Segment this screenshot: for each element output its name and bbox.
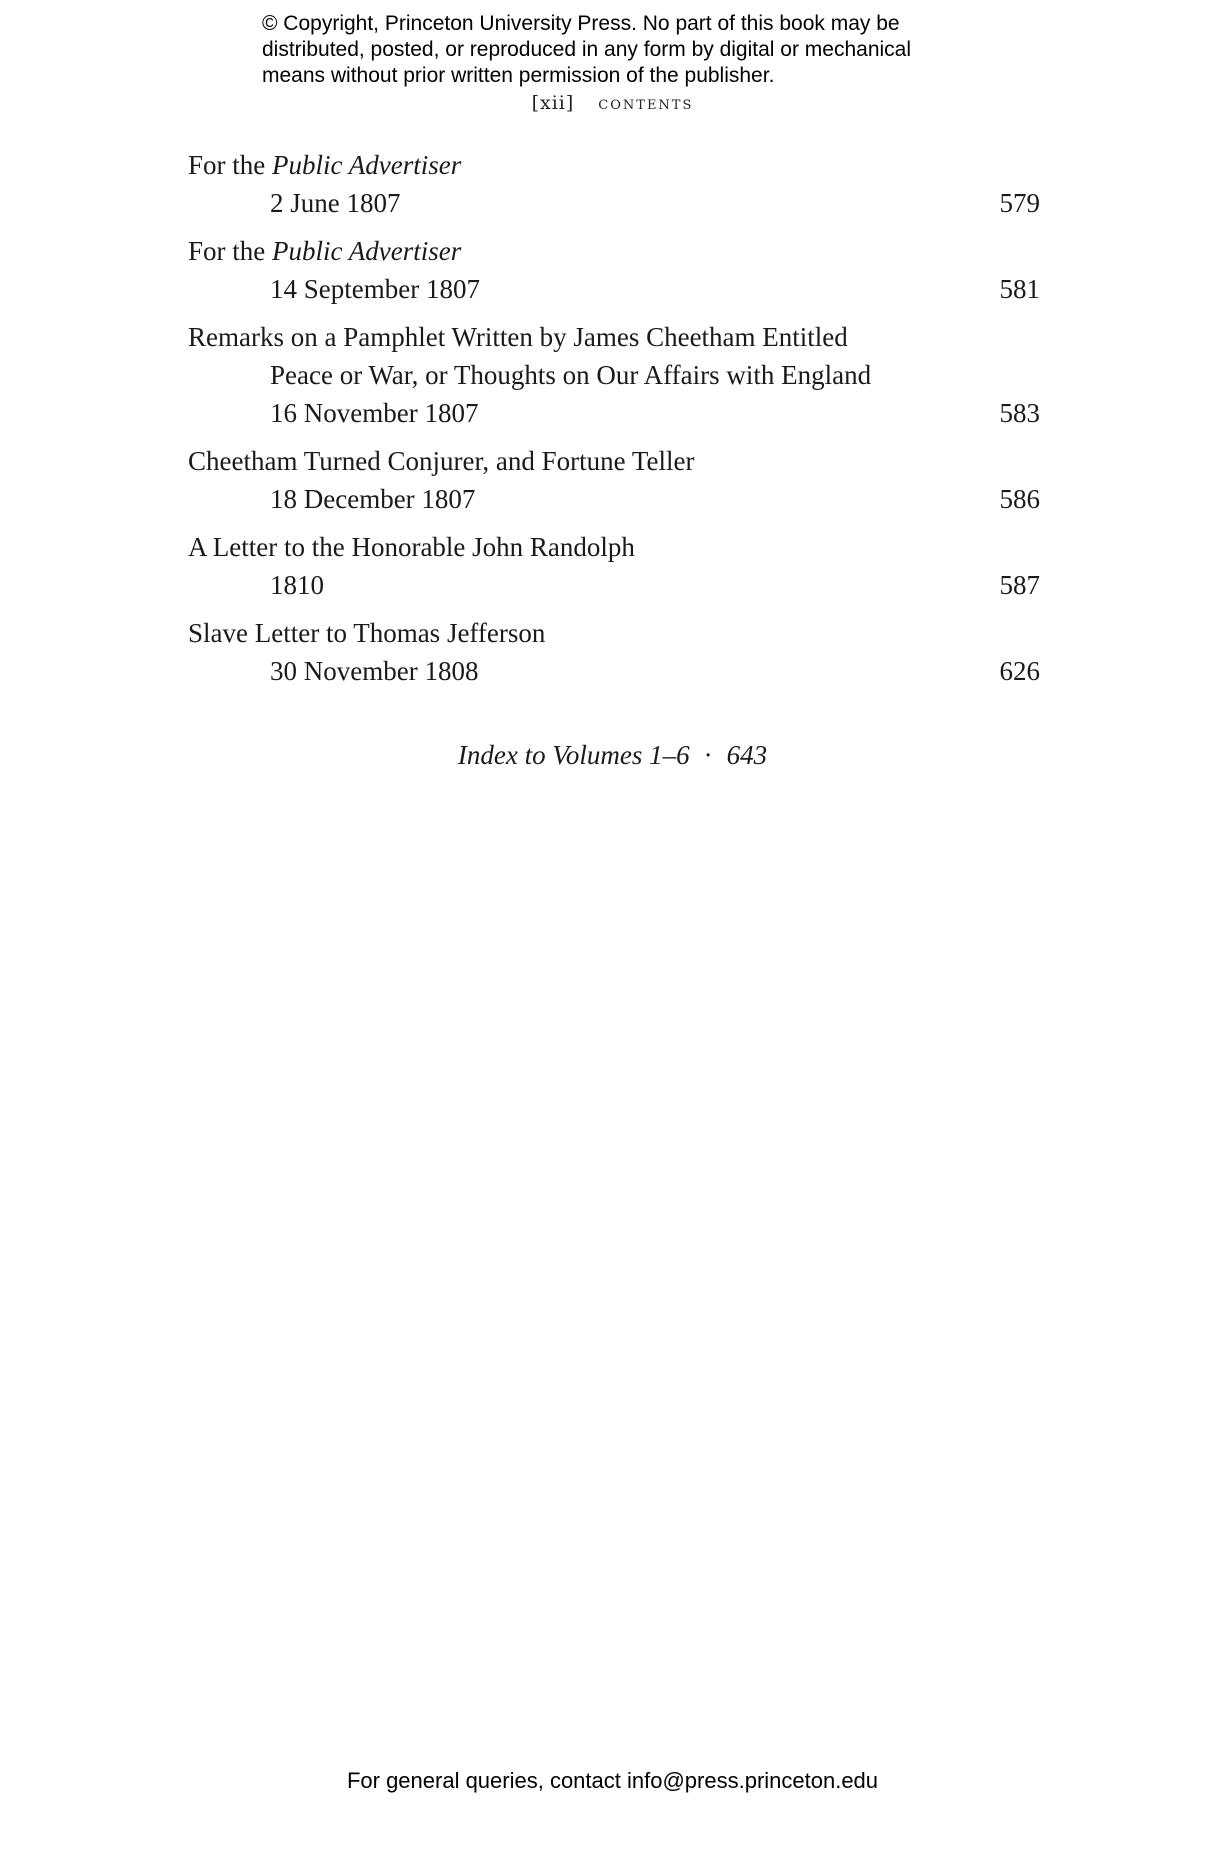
toc-entry-page: 586	[999, 484, 1040, 514]
index-page: 643	[726, 740, 768, 770]
toc-entry-title: A Letter to the Honorable John Randolph	[188, 532, 635, 562]
toc-entry-date: 1810	[270, 570, 324, 600]
toc-entry	[188, 232, 1040, 308]
toc-entry-title	[188, 146, 1040, 184]
copyright-line-2: distributed, posted, or reproduced in any form by digital or mechanical	[262, 38, 912, 61]
toc-entry	[188, 614, 1040, 690]
toc-entry-title: Remarks on a Pamphlet Written by James Cheetham Entitled	[188, 322, 848, 352]
toc-entry	[188, 528, 1040, 604]
toc-entry-title	[188, 232, 1040, 270]
toc-entry-title-prefix: For the	[188, 236, 272, 266]
toc-entry-date: 14 September 1807	[270, 274, 480, 304]
toc-entry-date: 30 November 1808	[270, 656, 479, 686]
toc-entry-title: Cheetham Turned Conjurer, and Fortune Teller	[188, 446, 695, 476]
toc-entry-title-prefix: For the	[188, 150, 272, 180]
section-title: contents	[598, 92, 694, 114]
toc-entry-page: 581	[999, 274, 1040, 304]
toc-entry	[188, 146, 1040, 222]
toc-entry	[188, 442, 1040, 518]
copyright-line-1: © Copyright, Princeton University Press. No part of this book may be	[262, 12, 900, 35]
toc-entry-title-italic: Public Advertiser	[272, 150, 462, 180]
toc-entry-date: 16 November 1807	[270, 398, 479, 428]
index-separator: ·	[703, 740, 713, 770]
toc-entry-title: Slave Letter to Thomas Jefferson	[188, 618, 546, 648]
page-folio: [xii]	[531, 92, 575, 114]
index-reference	[0, 740, 1225, 771]
index-label: Index to Volumes 1–6	[457, 740, 690, 770]
toc-entry-title-italic: Public Advertiser	[272, 236, 462, 266]
running-head	[0, 92, 1225, 114]
toc-entry-title-continued: Peace or War, or Thoughts on Our Affairs with England	[270, 360, 872, 390]
copyright-line-3: means without prior written permission of the publisher.	[262, 64, 775, 87]
toc-entry-page: 587	[999, 570, 1040, 600]
toc-entry-page: 626	[999, 656, 1040, 686]
toc-entry-date: 2 June 1807	[270, 188, 401, 218]
footer-contact: For general queries, contact info@press.princeton.edu	[346, 1768, 879, 1793]
copyright-notice	[262, 11, 982, 89]
toc-entry	[188, 318, 1040, 432]
toc-entry-date: 18 December 1807	[270, 484, 476, 514]
table-of-contents	[188, 146, 1040, 700]
toc-entry-page: 579	[999, 188, 1040, 218]
toc-entry-page: 583	[999, 398, 1040, 428]
